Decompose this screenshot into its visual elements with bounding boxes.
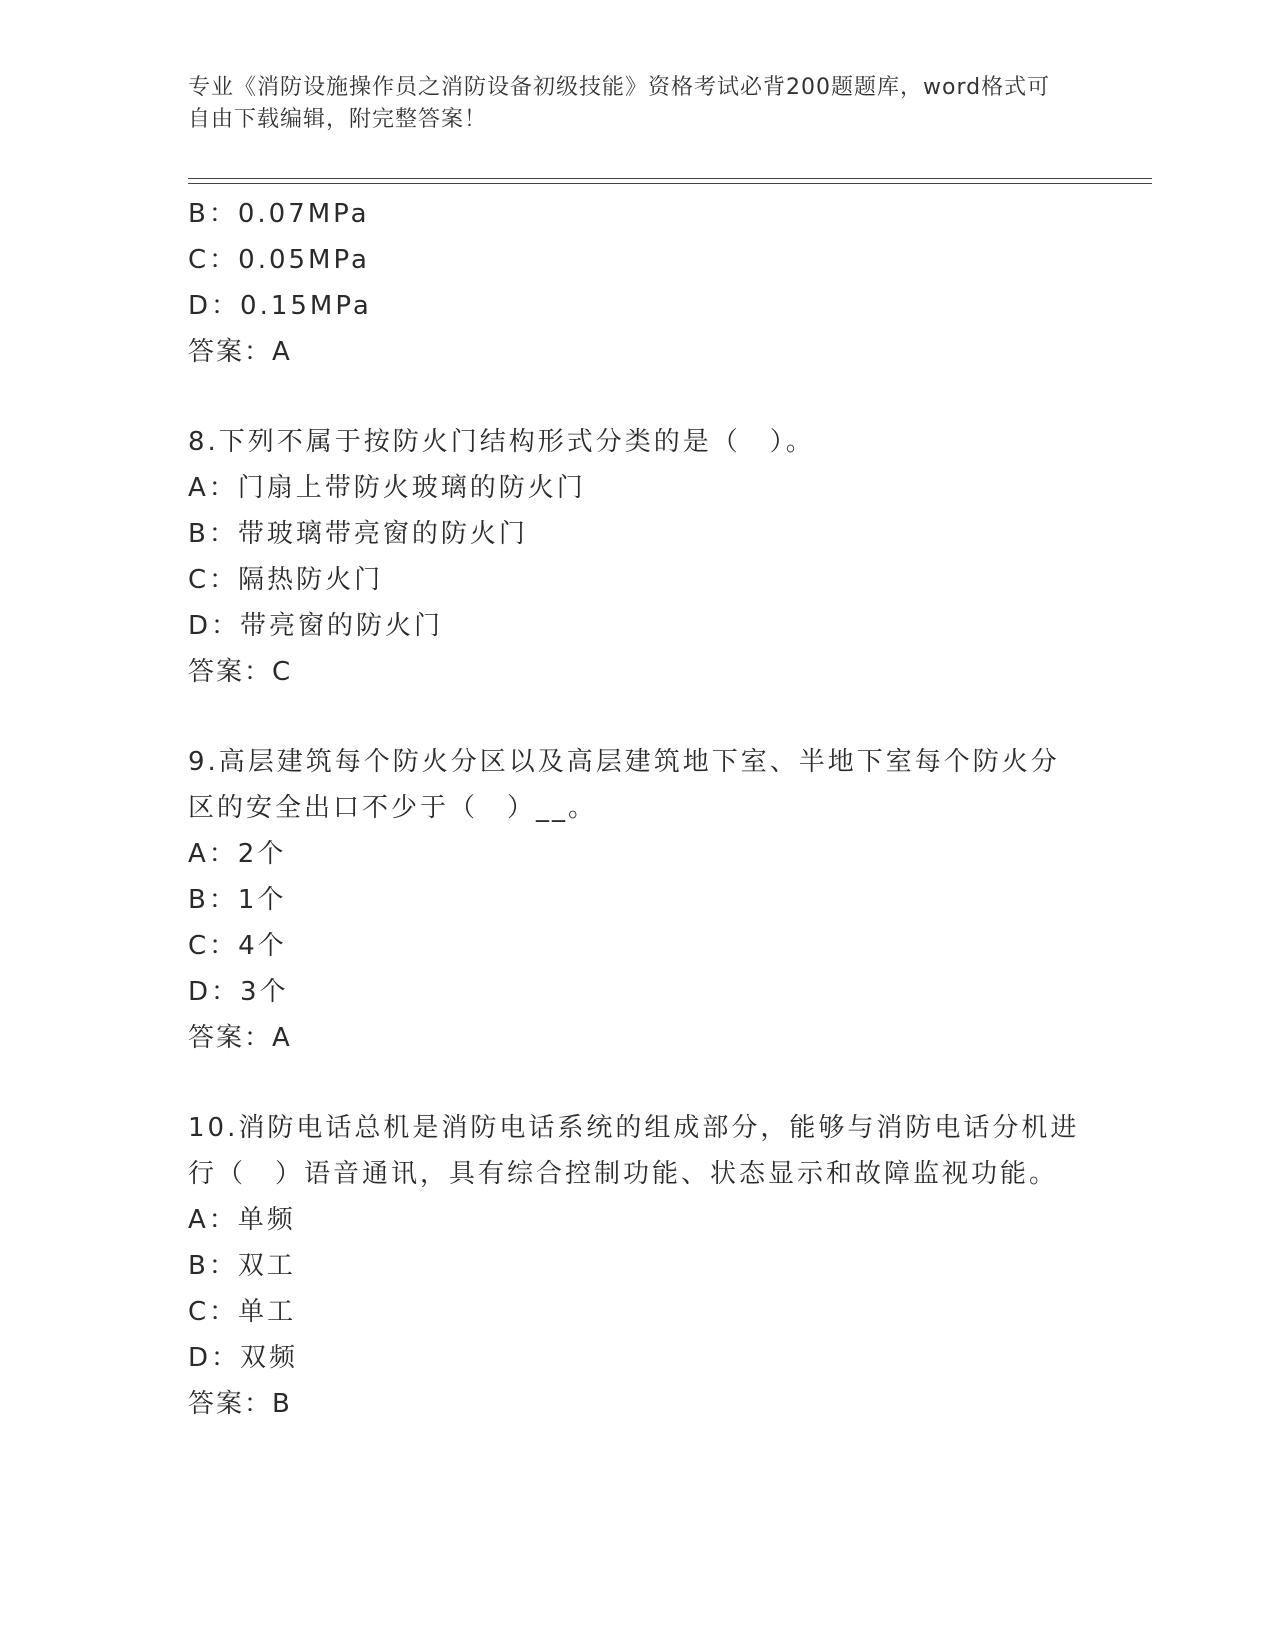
option-text: 4个 bbox=[238, 931, 287, 961]
option-label: B： bbox=[188, 519, 238, 549]
option-d bbox=[188, 1335, 1088, 1381]
option-b bbox=[188, 511, 1088, 557]
question-stem: 10.消防电话总机是消防电话系统的组成部分，能够与消防电话分机进行（ ）语音通讯，具有综合控制功能、状态显示和故障监视功能。 bbox=[188, 1113, 1080, 1189]
option-text: 1个 bbox=[237, 885, 287, 915]
option-text: 带亮窗的防火门 bbox=[240, 611, 444, 641]
answer-line: 答案：C bbox=[188, 657, 293, 687]
question-8 bbox=[188, 419, 1088, 695]
answer-line: 答案：A bbox=[188, 1023, 292, 1053]
option-d bbox=[188, 603, 1088, 649]
option-label: D： bbox=[188, 977, 241, 1007]
option-text: 3个 bbox=[240, 977, 289, 1007]
option-a bbox=[188, 465, 1088, 511]
option-label: D： bbox=[188, 611, 241, 641]
question-stem: 9.高层建筑每个防火分区以及高层建筑地下室、半地下室每个防火分区的安全出口不少于（ ）__。 bbox=[188, 747, 1060, 823]
option-c bbox=[188, 237, 1088, 283]
question-list bbox=[188, 191, 1088, 1427]
option-text: 双频 bbox=[240, 1343, 299, 1373]
option-text: 单工 bbox=[238, 1297, 297, 1327]
option-b bbox=[188, 877, 1088, 923]
header-divider-bottom bbox=[188, 183, 1152, 184]
option-text: 双工 bbox=[237, 1251, 296, 1281]
option-text: 隔热防火门 bbox=[238, 565, 384, 595]
option-b bbox=[188, 191, 1088, 237]
option-label: C： bbox=[188, 1297, 239, 1327]
question-9 bbox=[188, 739, 1088, 1061]
option-text: 0.05MPa bbox=[238, 245, 370, 275]
option-text: 0.15MPa bbox=[240, 291, 372, 321]
option-text: 0.07MPa bbox=[237, 199, 370, 229]
question-stem: 8.下列不属于按防火门结构形式分类的是（ ）。 bbox=[188, 427, 815, 457]
option-label: A： bbox=[188, 1205, 238, 1235]
option-text: 单频 bbox=[237, 1205, 296, 1235]
option-c bbox=[188, 923, 1088, 969]
option-a bbox=[188, 1197, 1088, 1243]
option-a bbox=[188, 831, 1088, 877]
option-text: 2个 bbox=[237, 839, 287, 869]
option-label: C： bbox=[188, 931, 239, 961]
option-label: D： bbox=[188, 291, 241, 321]
option-text: 门扇上带防火玻璃的防火门 bbox=[237, 473, 586, 503]
option-d bbox=[188, 969, 1088, 1015]
option-c bbox=[188, 1289, 1088, 1335]
question-10 bbox=[188, 1105, 1088, 1427]
option-label: B： bbox=[188, 1251, 238, 1281]
option-label: C： bbox=[188, 245, 239, 275]
document-header: 专业《消防设施操作员之消防设备初级技能》资格考试必背200题题库，word格式可自由下载编辑，附完整答案！ bbox=[188, 75, 1051, 132]
option-c bbox=[188, 557, 1088, 603]
answer-line: 答案：A bbox=[188, 337, 292, 367]
answer-line: 答案：B bbox=[188, 1389, 292, 1419]
option-label: B： bbox=[188, 885, 238, 915]
option-b bbox=[188, 1243, 1088, 1289]
option-d bbox=[188, 283, 1088, 329]
header-divider-top bbox=[188, 178, 1152, 179]
question-7-continuation bbox=[188, 191, 1088, 375]
option-label: A： bbox=[188, 839, 238, 869]
option-label: C： bbox=[188, 565, 239, 595]
option-label: A： bbox=[188, 473, 238, 503]
option-label: B： bbox=[188, 199, 238, 229]
option-text: 带玻璃带亮窗的防火门 bbox=[237, 519, 528, 549]
option-label: D： bbox=[188, 1343, 241, 1373]
